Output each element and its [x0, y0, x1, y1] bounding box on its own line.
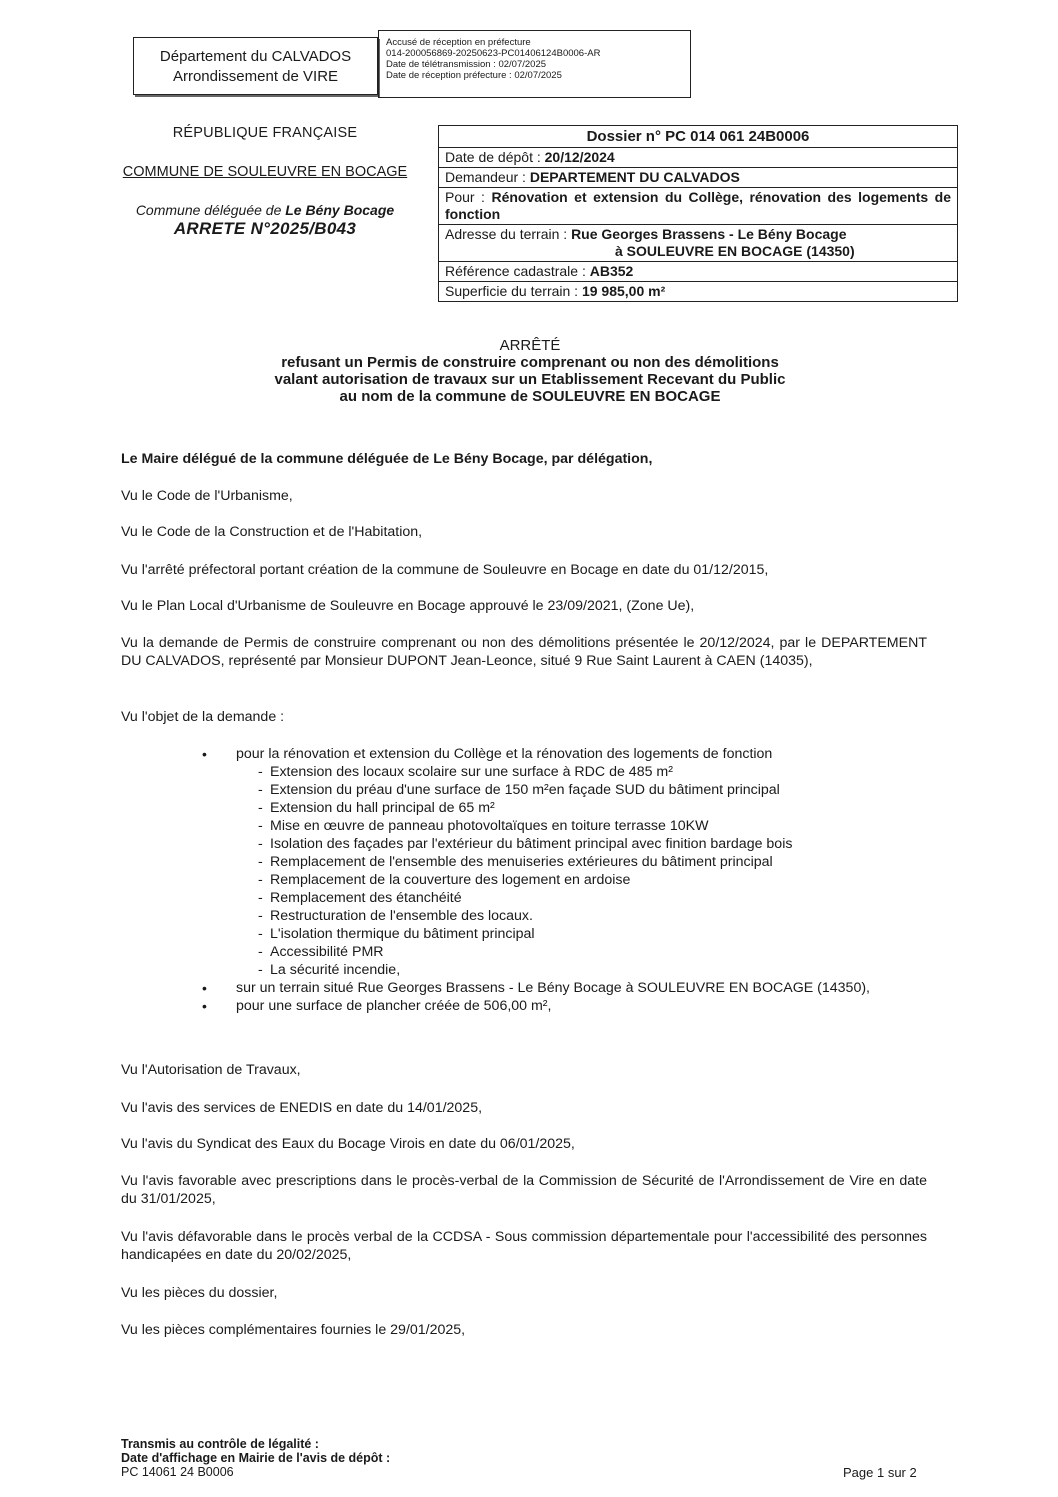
objet-list [200, 745, 927, 1015]
dossier-table [438, 125, 958, 302]
sub-item-text: Extension du préau d'une surface de 150 m²en façade SUD du bâtiment principal [270, 782, 780, 798]
sub-item: - Accessibilité PMR [258, 944, 384, 960]
date-value: 20/12/2024 [544, 149, 615, 165]
sub-item-text: L'isolation thermique du bâtiment principal [270, 926, 535, 942]
commune-heading: COMMUNE DE SOULEUVRE EN BOCAGE [122, 164, 408, 180]
bullet-icon: • [202, 998, 207, 1014]
sub-item: - La sécurité incendie, [258, 962, 401, 978]
republic-heading: RÉPUBLIQUE FRANÇAISE [172, 125, 358, 141]
bullet-icon: • [202, 746, 207, 762]
sub-item: - Isolation des façades par l'extérieur du bâtiment principal avec finition bardage bois [258, 836, 793, 852]
title-arrete: ARRÊTÉ [499, 337, 561, 354]
vu-code-construction: Vu le Code de la Construction et de l'Habitation, [121, 524, 423, 540]
footer [121, 1437, 390, 1479]
sub-item-text: La sécurité incendie, [270, 962, 401, 978]
demandeur-label: Demandeur : [445, 169, 530, 185]
sub-item-text: Mise en œuvre de panneau photovoltaïques en toiture terrasse 10KW [270, 818, 709, 834]
vu-ccdsa: Vu l'avis défavorable dans le procès verbal de la CCDSA - Sous commission départementale pour l'accessibilité des personnes handicapées en date du 20/02/2025, [121, 1229, 927, 1263]
pour-label: Pour : [445, 189, 492, 205]
arrete-title [150, 337, 910, 405]
sub-item-text: Remplacement des étanchéité [270, 890, 462, 906]
title-line: valant autorisation de travaux sur un Etablissement Recevant du Public [274, 371, 786, 388]
sub-item-text: Accessibilité PMR [270, 944, 384, 960]
list-item [200, 745, 927, 763]
vu-objet: Vu l'objet de la demande : [121, 709, 285, 725]
sub-item-text: Remplacement de l'ensemble des menuiseries extérieures du bâtiment principal [270, 854, 773, 870]
adresse-value-line1: Rue Georges Brassens - Le Bény Bocage [571, 226, 847, 242]
sub-item: - Remplacement de la couverture des logement en ardoise [258, 872, 631, 888]
bullet-text: pour une surface de plancher créée de 506,00 m², [236, 998, 552, 1014]
superficie-value: 19 985,00 m² [581, 283, 666, 299]
dossier-demandeur-row [439, 167, 957, 187]
commune-deleguee [95, 202, 435, 218]
cadastre-label: Référence cadastrale : [445, 263, 590, 279]
title-line: au nom de la commune de SOULEUVRE EN BOCAGE [339, 388, 721, 405]
receipt-line: Date de télétransmission : 02/07/2025 [386, 59, 547, 70]
sub-item: - Extension du hall principal de 65 m² [258, 800, 495, 816]
dossier-adresse-row [439, 224, 957, 261]
title-line: refusant un Permis de construire comprenant ou non des démolitions [281, 354, 779, 371]
list-item [200, 997, 927, 1015]
arrondissement-name: Arrondissement de VIRE [172, 68, 339, 85]
sub-item: - Restructuration de l'ensemble des locaux. [258, 908, 533, 924]
prefecture-receipt-box [378, 30, 691, 98]
sub-item: - Extension des locaux scolaire sur une surface à RDC de 485 m² [258, 764, 673, 780]
sub-item: - Remplacement des étanchéité [258, 890, 462, 906]
bullet-icon: • [202, 980, 207, 996]
dossier-date-row [439, 147, 957, 167]
vu-autorisation: Vu l'Autorisation de Travaux, [121, 1062, 301, 1078]
sub-item: - L'isolation thermique du bâtiment principal [258, 926, 535, 942]
dossier-number: Dossier n° PC 014 061 24B0006 [586, 128, 810, 145]
footer-affichage: Date d'affichage en Mairie de l'avis de dépôt : [121, 1451, 391, 1465]
date-label: Date de dépôt : [445, 149, 545, 165]
dossier-superficie-row [439, 281, 957, 301]
sub-item-text: Extension du hall principal de 65 m² [270, 800, 495, 816]
vu-complementaires: Vu les pièces complémentaires fournies le 29/01/2025, [121, 1322, 466, 1338]
adresse-value-line2: à SOULEUVRE EN BOCAGE (14350) [615, 243, 855, 259]
sub-item-text: Isolation des façades par l'extérieur du bâtiment principal avec finition bardage bois [270, 836, 793, 852]
department-name: Département du CALVADOS [159, 48, 352, 65]
footer-legalite: Transmis au contrôle de légalité : [121, 1437, 319, 1451]
department-box [133, 37, 378, 95]
adresse-label: Adresse du terrain : [445, 226, 572, 242]
page-number: Page 1 sur 2 [843, 1465, 917, 1480]
receipt-line: 014-200056869-20250623-PC01406124B0006-AR [386, 48, 601, 59]
receipt-line: Accusé de réception en préfecture [386, 37, 531, 48]
demandeur-value: DEPARTEMENT DU CALVADOS [529, 169, 740, 185]
cadastre-value: AB352 [589, 263, 634, 279]
deleguee-prefix: Commune déléguée de [135, 202, 286, 218]
receipt-line: Date de réception préfecture : 02/07/2025 [386, 70, 562, 81]
sub-item: - Remplacement de l'ensemble des menuiseries extérieures du bâtiment principal [258, 854, 773, 870]
bullet-text: pour la rénovation et extension du Collège et la rénovation des logements de fonction [236, 746, 773, 762]
deleguee-name: Le Bény Bocage [285, 202, 395, 218]
vu-syndicat: Vu l'avis du Syndicat des Eaux du Bocage Virois en date du 06/01/2025, [121, 1136, 575, 1152]
sub-item-text: Restructuration de l'ensemble des locaux. [270, 908, 533, 924]
intro-paragraph: Le Maire délégué de la commune déléguée de Le Bény Bocage, par délégation, [121, 451, 653, 467]
dossier-cadastre-row [439, 261, 957, 281]
vu-enedis: Vu l'avis des services de ENEDIS en date du 14/01/2025, [121, 1100, 483, 1116]
vu-demande: Vu la demande de Permis de construire comprenant ou non des démolitions présentée le 20/12/2024, par le DEPARTEMENT DU CALVADOS, représenté par Monsieur DUPONT Jean-Leonce, situé 9 Rue Saint Laurent à CAEN (14035), [121, 635, 927, 669]
dossier-pour-row [439, 187, 957, 224]
vu-pieces: Vu les pièces du dossier, [121, 1285, 278, 1301]
arrete-number: ARRETE N°2025/B043 [173, 219, 357, 238]
vu-code-urbanisme: Vu le Code de l'Urbanisme, [121, 488, 293, 504]
sub-item: - Extension du préau d'une surface de 150 m²en façade SUD du bâtiment principal [258, 782, 780, 798]
list-item [200, 979, 927, 997]
vu-arrete-prefectoral: Vu l'arrêté préfectoral portant création de la commune de Souleuvre en Bocage en date du 01/12/2015, [121, 562, 769, 578]
sub-item-text: Extension des locaux scolaire sur une surface à RDC de 485 m² [270, 764, 673, 780]
pour-value: Rénovation et extension du Collège, rénovation des logements de fonction [445, 189, 951, 222]
sub-item-text: Remplacement de la couverture des logement en ardoise [270, 872, 631, 888]
vu-securite: Vu l'avis favorable avec prescriptions dans le procès-verbal de la Commission de Sécurité de l'Arrondissement de Vire en date du 31/01/2025, [121, 1173, 927, 1207]
superficie-label: Superficie du terrain : [445, 283, 582, 299]
vu-plu: Vu le Plan Local d'Urbanisme de Souleuvre en Bocage approuvé le 23/09/2021, (Zone Ue), [121, 598, 695, 614]
bullet-text: sur un terrain situé Rue Georges Brassens - Le Bény Bocage à SOULEUVRE EN BOCAGE (14350), [236, 980, 871, 996]
sub-item: - Mise en œuvre de panneau photovoltaïques en toiture terrasse 10KW [258, 818, 709, 834]
footer-reference: PC 14061 24 B0006 [121, 1465, 234, 1479]
